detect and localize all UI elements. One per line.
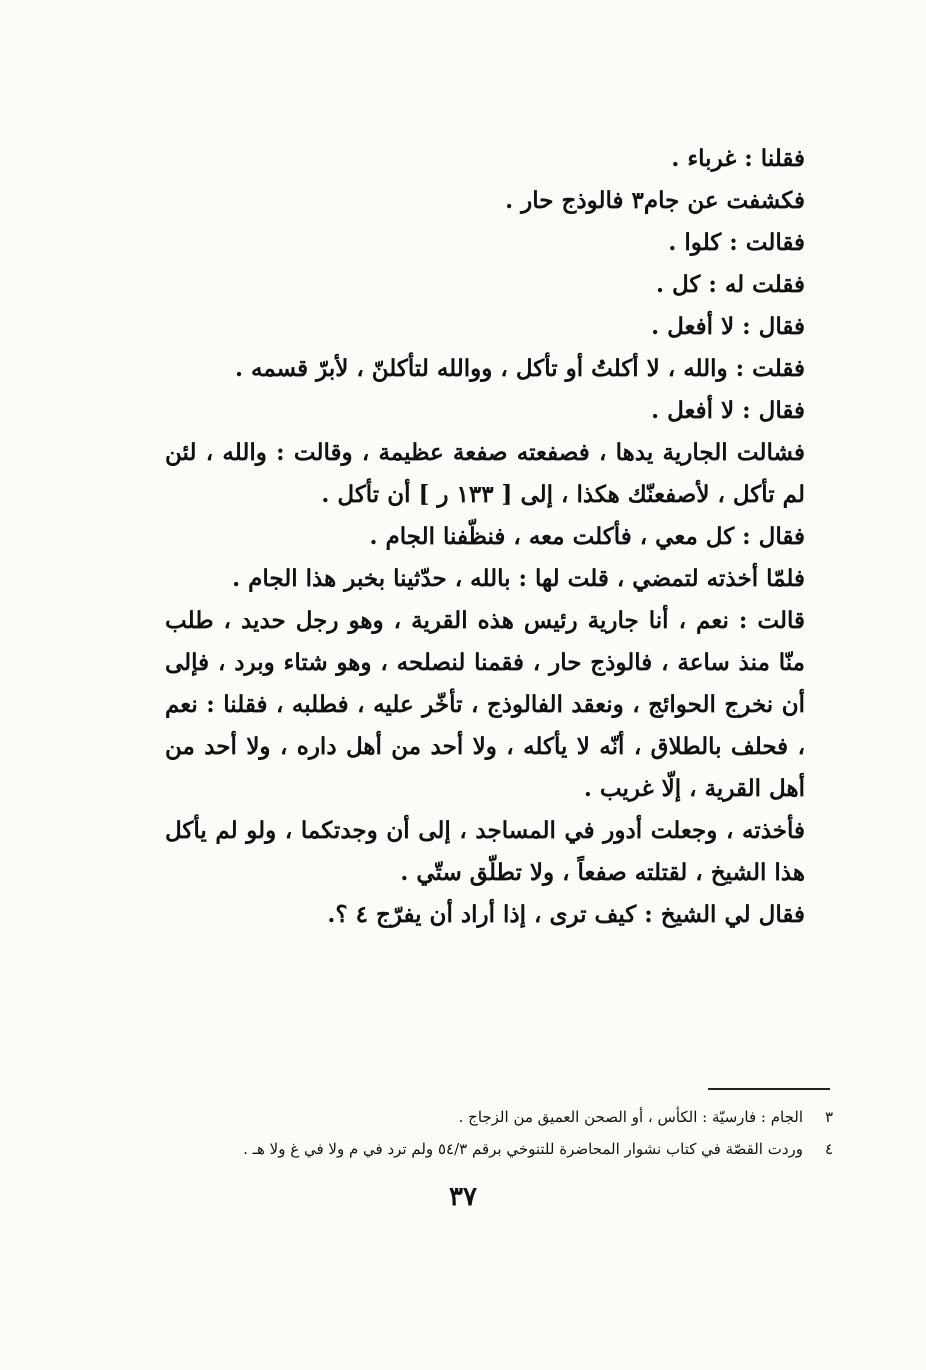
paragraph-8: فشالت الجارية يدها ، فصفعته صفعة عظيمة ، وقالت : والله ، لئن لم تأكل ، لأصفعنّك هكذا ، إلى [ ١٣٣ ر ] أن تأكل . [165, 439, 805, 508]
paragraph-12: فأخذته ، وجعلت أدور في المساجد ، إلى أن وجدتكما ، ولو لم يأكل هذا الشيخ ، لقتلته صفعاً ، ولا تطلّق ستّي . [165, 817, 805, 886]
footnote-4 [200, 1133, 833, 1165]
footnotes [200, 1101, 833, 1165]
paragraph-3: فقالت : كلوا . [668, 229, 805, 256]
paragraph-2: فكشفت عن جام٣ فالوذج حار . [505, 187, 805, 214]
footnote-text: وردت القصّة في كتاب نشوار المحاضرة للتنوخي برقم ٥٤/٣ ولم ترد في م ولا في غ ولا هـ . [243, 1140, 803, 1158]
paragraph-4: فقلت له : كل . [655, 271, 805, 298]
paragraph-1: فقلنا : غرباء . [671, 145, 805, 172]
page-number: ٣٧ [449, 1182, 477, 1212]
paragraph-13: فقال لي الشيخ : كيف ترى ، إذا أراد أن يفرّج ٤ ؟. [327, 901, 805, 928]
paragraph-11: قالت : نعم ، أنا جارية رئيس هذه القرية ، وهو رجل حديد ، طلب منّا منذ ساعة ، فالوذج حار ، فقمنا لنصلحه ، وهو شتاء وبرد ، فإلى أن نخرج الحوائج ، ونعقد الفالوذج ، تأخّر عليه ، فطلبه ، فقلنا : نعم ، فحلف بالطلاق ، أنّه لا يأكله ، ولا أحد من أهل داره ، ولا أحد من أهل القرية ، إلّا غريب . [165, 607, 805, 802]
main-text [165, 138, 833, 936]
footnote-3 [200, 1101, 833, 1133]
paragraph-6: فقلت : والله ، لا أكلتُ أو تأكل ، ووالله لتأكلنّ ، لأبرّ قسمه . [234, 355, 805, 382]
paragraph-7: فقال : لا أفعل . [651, 397, 805, 424]
paragraph-10: فلمّا أخذته لتمضي ، قلت لها : بالله ، حدّثينا بخبر هذا الجام . [232, 565, 805, 592]
paragraph-5: فقال : لا أفعل . [651, 313, 805, 340]
footnote-text: الجام : فارسيّة : الكأس ، أو الصحن العميق من الزجاج . [458, 1108, 803, 1126]
footnote-number: ٣ [824, 1108, 833, 1126]
footnote-number: ٤ [824, 1140, 833, 1158]
paragraph-9: فقال : كل معي ، فأكلت معه ، فنظّفنا الجام . [369, 523, 805, 550]
footnote-divider [708, 1088, 830, 1090]
